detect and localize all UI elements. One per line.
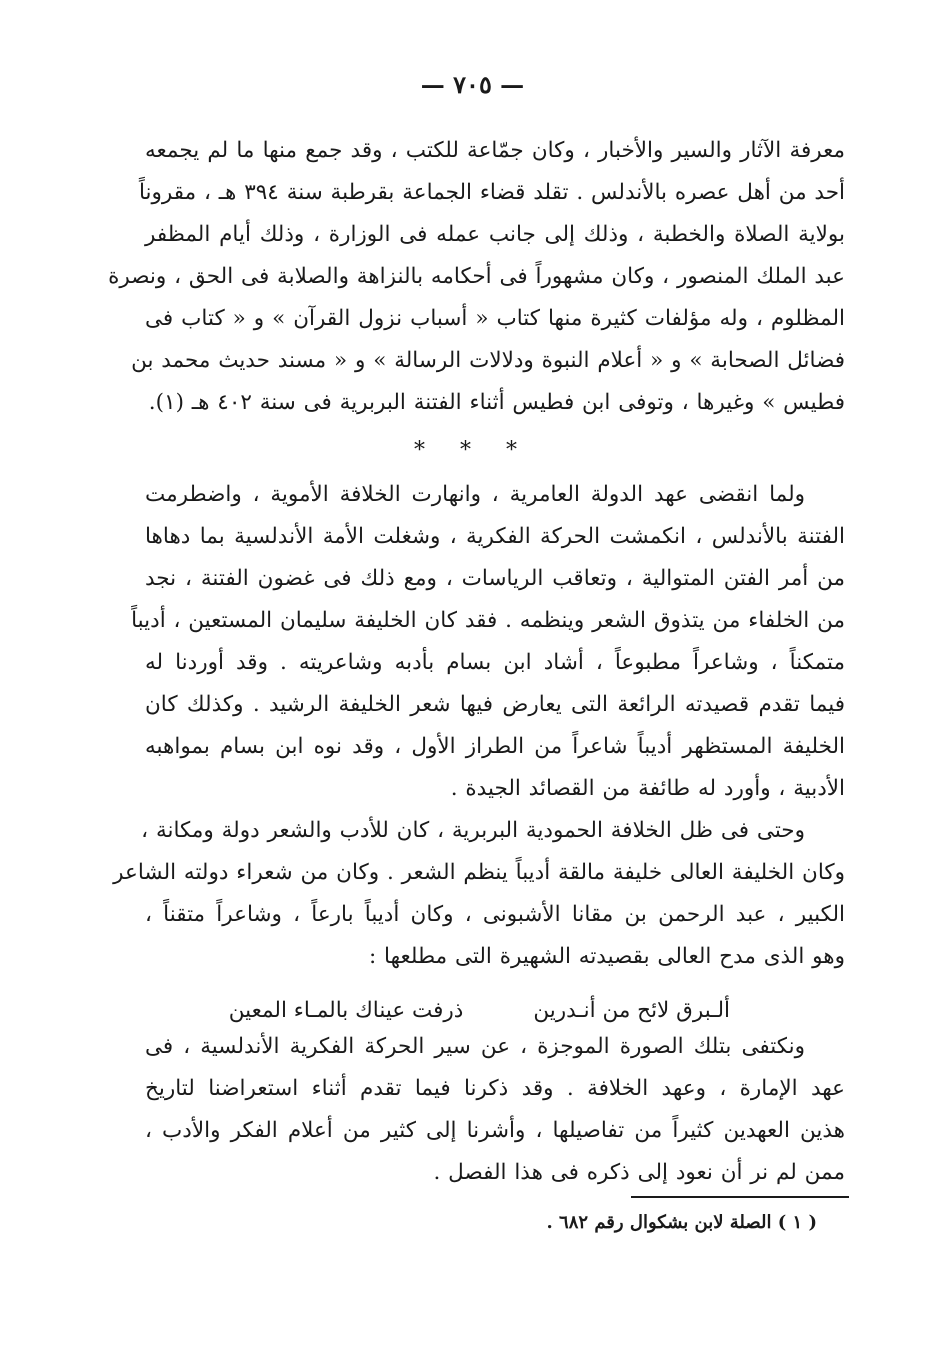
- paragraph-line: وحتى فى ظل الخلافة الحمودية البربرية ، كان للأدب والشعر دولة ومكانة ،: [141, 818, 805, 843]
- paragraph-line: ونكتفى بتلك الصورة الموجزة ، عن سير الحركة الفكرية الأندلسية ، فى: [145, 1034, 805, 1059]
- paragraph-line: ممن لم نر أن نعود إلى ذكره فى هذا الفصل .: [433, 1160, 845, 1185]
- paragraph-line: فضائل الصحابة » و « أعلام النبوة ودلالات الرسالة » و « مسند حديث محمد بن: [131, 348, 845, 373]
- paragraph-line: من أمر الفتن المتوالية ، وتعاقب الرياسات ، ومع ذلك فى غضون الفتنة ، نجد: [145, 566, 845, 591]
- paragraph-4: [145, 1026, 845, 1194]
- paragraph-line: الكبير ، عبد الرحمن بن مقانا الأشبونى ، وكان أديباً بارعاً ، وشاعراً متقناً ،: [145, 902, 845, 927]
- paragraph-line: فطيس » وغيرها ، وتوفى ابن فطيس أثناء الفتنة البربرية فى سنة ٤٠٢ هـ (١).: [148, 390, 845, 415]
- paragraph-line: الفتنة بالأندلس ، انكمشت الحركة الفكرية ، وشغلت الأمة الأندلسية بما دهاها: [145, 524, 845, 549]
- paragraph-3: [113, 810, 845, 978]
- paragraph-line: عبد الملك المنصور ، وكان مشهوراً فى أحكامه بالنزاهة والصلابة فى الحق ، ونصرة: [108, 264, 845, 289]
- paragraph-1: [108, 130, 845, 424]
- section-separator: * * *: [414, 438, 531, 463]
- verse-first-hemistich: ألـبرق لائح من أنـدرين: [533, 998, 730, 1023]
- footnote: ( ١ ) الصلة لابن بشكوال رقم ٦٨٢ .: [546, 1212, 817, 1233]
- paragraph-line: المظلوم ، وله مؤلفات كثيرة منها كتاب « أسباب نزول القرآن » و « كتاب فى: [145, 306, 845, 331]
- footnote-divider: [631, 1196, 849, 1198]
- paragraph-line: بولاية الصلاة والخطبة ، وذلك إلى جانب عمله فى الوزارة ، وذلك أيام المظفر: [145, 222, 845, 247]
- verse-second-hemistich: ذرفت عيناك بالمـاء المعين: [228, 998, 464, 1023]
- paragraph-line: وكان الخليفة العالى خليفة مالقة أديباً ينظم الشعر . وكان من شعراء دولته الشاعر: [113, 860, 845, 885]
- paragraph-line: أحد من أهل عصره بالأندلس . تقلد قضاء الجماعة بقرطبة سنة ٣٩٤ هـ ، مقروناً: [138, 180, 845, 205]
- paragraph-line: الأدبية ، وأورد له طائفة من القصائد الجيدة .: [450, 776, 845, 801]
- paragraph-2: [131, 474, 845, 810]
- page-number: — ٧٠٥ —: [420, 70, 525, 99]
- paragraph-line: ولما انقضى عهد الدولة العامرية ، وانهارت الخلافة الأموية ، واضطرمت: [145, 482, 805, 507]
- paragraph-line: عهد الإمارة ، وعهد الخلافة . وقد ذكرنا فيما تقدم أثناء استعراضنا لتاريخ: [145, 1076, 845, 1101]
- paragraph-line: متمكناً ، وشاعراً مطبوعاً ، أشاد ابن بسام بأدبه وشاعريته . وقد أوردنا له: [145, 650, 845, 675]
- paragraph-line: معرفة الآثار والسير والأخبار ، وكان جمّاعة للكتب ، وقد جمع منها ما لم يجمعه: [145, 138, 845, 163]
- paragraph-line: الخليفة المستظهر أديباً شاعراً من الطراز الأول ، وقد نوه ابن بسام بمواهبه: [145, 734, 845, 759]
- paragraph-line: وهو الذى مدح العالى بقصيدته الشهيرة التى مطلعها :: [368, 944, 845, 969]
- paragraph-line: هذين العهدين كثيراً من تفاصيلها ، وأشرنا إلى كثير من أعلام الفكر والأدب ،: [145, 1118, 845, 1143]
- paragraph-line: من الخلفاء من يتذوق الشعر وينظمه . فقد كان الخليفة سليمان المستعين ، أديباً: [131, 608, 845, 633]
- paragraph-line: فيما تقدم قصيدته الرائعة التى يعارض فيها شعر الخليفة الرشيد . وكذلك كان: [145, 692, 845, 717]
